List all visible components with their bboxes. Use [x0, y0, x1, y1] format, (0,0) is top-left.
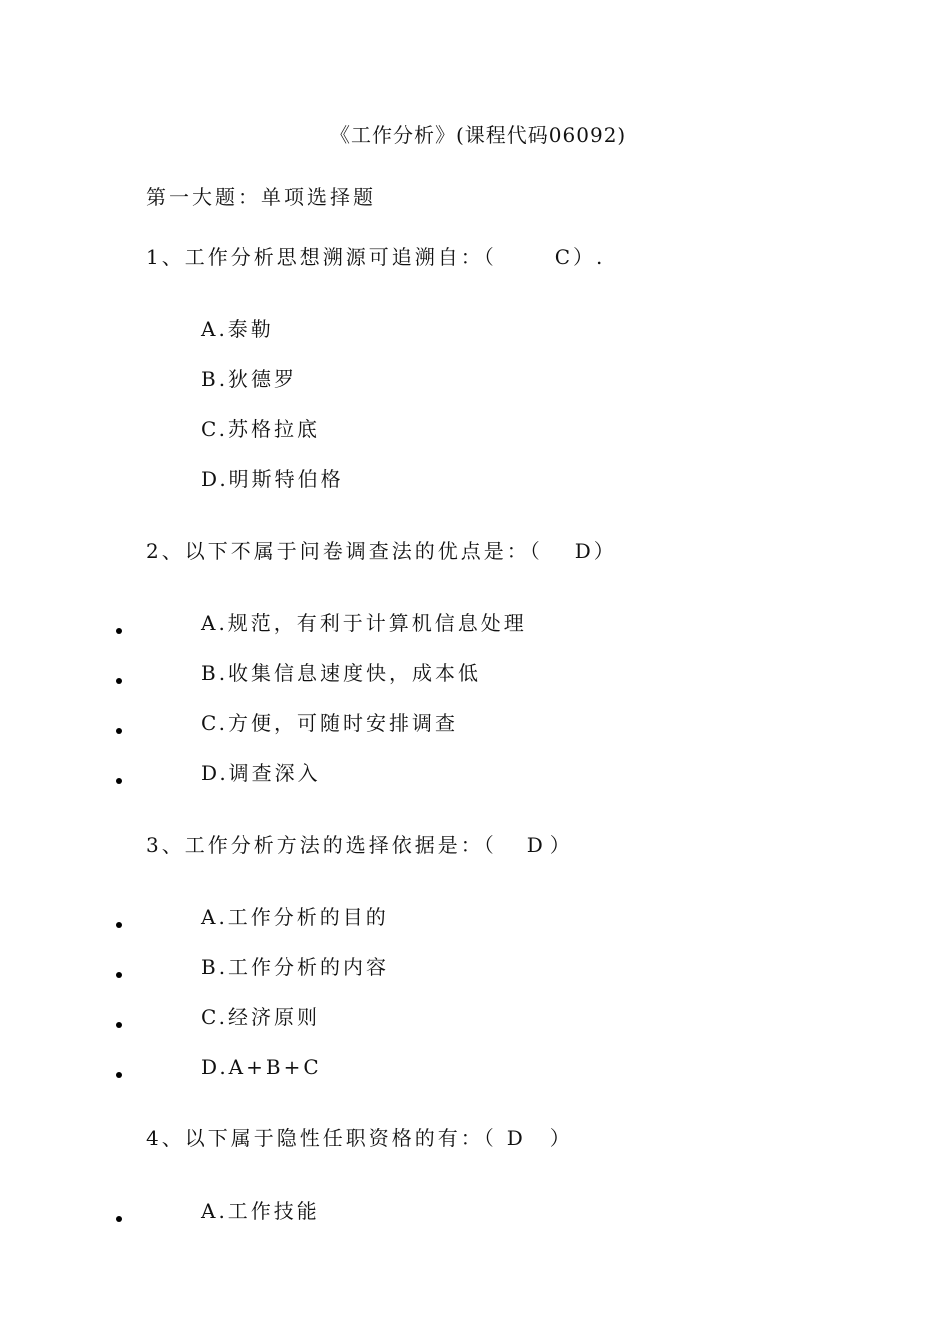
question-2-option-c: C.方便，可随时安排调查	[201, 711, 458, 735]
question-stem-text: 1、工作分析思想溯源可追溯自：（	[146, 245, 497, 269]
question-2-option-d: D.调查深入	[201, 761, 321, 785]
question-1-option-b: B.狄德罗	[201, 367, 298, 391]
question-1-option-c: C.苏格拉底	[201, 417, 320, 441]
section-heading: 第一大题：单项选择题	[146, 185, 376, 209]
bullet-icon	[116, 1216, 122, 1222]
question-answer: D	[506, 1126, 526, 1150]
question-4-stem	[146, 1125, 573, 1151]
question-close: ）	[593, 539, 617, 563]
question-stem-text: 3、工作分析方法的选择依据是：（	[146, 833, 497, 857]
question-stem-text: 2、以下不属于问卷调查法的优点是：（	[146, 539, 543, 563]
question-3-option-d: D.A+B+C	[201, 1055, 322, 1079]
question-3-stem	[146, 832, 573, 858]
bullet-icon	[116, 922, 122, 928]
question-2-stem	[146, 538, 617, 564]
bullet-icon	[116, 1022, 122, 1028]
bullet-icon	[116, 1072, 122, 1078]
question-close: ）.	[573, 245, 606, 269]
question-close: ）	[549, 1126, 573, 1150]
question-2-option-b: B.收集信息速度快，成本低	[201, 661, 482, 685]
question-3-option-a: A.工作分析的目的	[201, 905, 389, 929]
question-1-stem	[146, 244, 605, 270]
bullet-icon	[116, 728, 122, 734]
bullet-icon	[116, 778, 122, 784]
question-answer: D	[526, 833, 546, 857]
question-4-option-a: A.工作技能	[201, 1199, 320, 1223]
question-answer: D	[574, 539, 594, 563]
question-2-option-a: A.规范，有利于计算机信息处理	[201, 611, 527, 635]
bullet-icon	[116, 678, 122, 684]
bullet-icon	[116, 628, 122, 634]
document-title: 《工作分析》(课程代码06092)	[330, 123, 627, 147]
question-1-option-a: A.泰勒	[201, 317, 274, 341]
question-3-option-b: B.工作分析的内容	[201, 955, 390, 979]
question-3-option-c: C.经济原则	[201, 1005, 320, 1029]
question-stem-text: 4、以下属于隐性任职资格的有：（	[146, 1126, 497, 1150]
bullet-icon	[116, 972, 122, 978]
question-1-option-d: D.明斯特伯格	[201, 467, 344, 491]
question-answer: C	[554, 245, 574, 269]
question-close: ）	[549, 833, 573, 857]
